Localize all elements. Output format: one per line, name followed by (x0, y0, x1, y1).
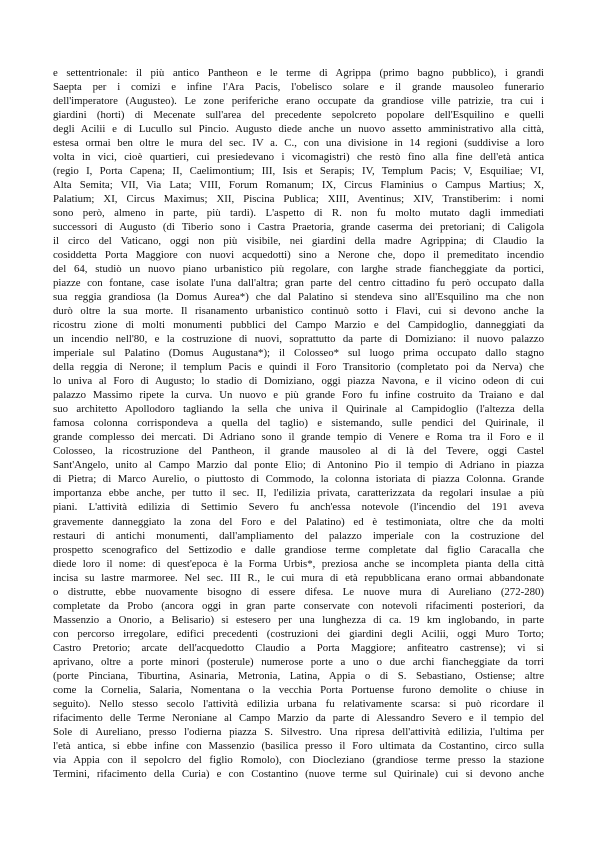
text-line: gravemente danneggiato la zona del Foro e del Palatino) ed è testimoniata, oltre che da molti (53, 515, 544, 528)
text-line: rifacimento delle Terme Neroniane al Campo Marzio da parte di Alessandro Severo e il tempio del (53, 711, 544, 724)
text-line: come la Cornelia, Salaria, Nomentana o la vecchia Porta Portuense furono demolite o chiuse in (53, 683, 544, 696)
text-line: famosa colonna corrispondeva a quella del taglio) e sistemando, sulle pendici del Quirinale, il (53, 417, 544, 430)
text-line: incisa su lastre marmoree. Nel sec. III R., le cui mura di età repubblicana erano ormai abbandonate (53, 571, 544, 584)
text-line: dell'imperatore (Augusteo). Le zone periferiche erano occupate da grandiose ville patrizie, tra cui i (53, 95, 544, 108)
text-line: cosiddetta Porta Maggiore con nuovi acquedotti) sino a Nerone che, dopo il premeditato incendio (53, 249, 544, 262)
text-line: l'età antica, si ebbe infine con Massenzio (basilica presso il Foro ultimata da Costantino, circo sulla (53, 739, 544, 752)
text-line: estesa ormai ben oltre le mura del sec. IV a. C., con una divisione in 14 regioni (suddivise a loro (53, 137, 544, 150)
text-line: seguito). Nello stesso secolo l'attività edilizia urbana fu relativamente scarsa: si può ricordare il (53, 697, 544, 710)
text-line: grande complesso dei mercati. Di Adriano sono il grande tempio di Venere e Roma tra il Foro e il (53, 431, 544, 444)
text-line: del 64, studiò un nuovo piano urbanistico più regolare, con larghe strade fiancheggiate da portici, (53, 263, 544, 276)
text-line: ricostru zione di molti monumenti pubblici del Campo Marzio e del Campidoglio, danneggiati da (53, 319, 544, 332)
text-line: palazzo Massimo ripete la curva. Un nuovo e più grande Foro fu infine costruito da Traiano e dal (53, 389, 544, 402)
text-line: Palatium; XI, Circus Maximus; XII, Piscina Publica; XIII, Aventinus; XIV, Transtiberim: i nomi (53, 193, 544, 206)
text-line: Sole di Aureliano, presso l'odierna piazza S. Silvestro. Una ripresa dell'attività edilizia, l'ultima per (53, 725, 544, 738)
text-line: Termini, rifacimento della Curia) e con Costantino (nuove terme sul Quirinale) cui si devono anche (53, 767, 544, 780)
text-line: Castro Pretorio; arcate dell'acquedotto Claudio a Porta Maggiore; anfiteatro castrense); vi si (53, 641, 544, 654)
text-line: importanza ebbe anche, per tutto il sec. II, l'edilizia privata, caratterizzata da regolari insulae a più (53, 487, 544, 500)
text-line: il circo del Vaticano, oggi non più visibile, nei giardini della madre Agrippina; di Claudio la (53, 235, 544, 248)
text-line: con percorso irregolare, edifici precedenti (costruzioni dei giardini degli Acilii, oggi Muro Torto; (53, 627, 544, 640)
text-line: Massenzio a Onorio, a Belisario) si estesero per una lunghezza di ca. 19 km inglobando, in parte (53, 613, 544, 626)
text-line: prospetto scenografico del Settizodio e dalle grandiose terme completate dal figlio Caracalla che (53, 543, 544, 556)
text-line: della reggia di Nerone; il templum Pacis e quindi il Foro Transitorio (completato poi da Nerva) che (53, 361, 544, 374)
text-line: Colosseo, la ricostruzione del Pantheon, il grande mausoleo al di là del Tevere, oggi Castel (53, 445, 544, 458)
text-line: imperiale sul Palatino (Domus Augustana*); il Colosseo* sul luogo prima occupato dallo stagno (53, 347, 544, 360)
text-line: restauri di antichi monumenti, dall'ampliamento del palazzo imperiale con la costruzione del (53, 529, 544, 542)
document-body (53, 66, 544, 795)
text-line: Alta Semita; VII, Via Lata; VIII, Forum Romanum; IX, Circus Flaminius o Campus Martius; X, (53, 179, 544, 192)
text-line: degli Acilii e di Lucullo sul Pincio. Augusto diede anche un nuovo assetto amministrativo alla città, (53, 123, 544, 136)
text-line: piani. L'attività edilizia di Settimio Severo fu anch'essa notevole (l'incendio del 191 aveva (53, 501, 544, 514)
text-line: diede loro il nome: di quest'epoca è la Forma Urbis*, preziosa anche se incompleta pianta della città (53, 557, 544, 570)
text-line: Sant'Angelo, unito al Campo Marzio dal ponte Elio; di Antonino Pio il tempio di Adriano in piazza (53, 459, 544, 472)
text-line: volta in vici, cioè quartieri, cui presiedevano i vicomagistri) che restò fino alla fine dell'età antica (53, 151, 544, 164)
text-line: e settentrionale: il più antico Pantheon e le terme di Agrippa (primo bagno pubblico), i grandi (53, 67, 544, 79)
text-line: Saepta per i comizi e infine l'Ara Pacis, l'obelisco solare e il grande mausoleo funerario (53, 81, 544, 94)
text-line: o distrutte, ebbe nuovamente bisogno di essere difesa. Le nuove mura di Aureliano (272-280) (53, 585, 544, 598)
text-line: giardini (horti) di Mecenate sull'area del precedente sepolcreto popolare dell'Esquilino e quelli (53, 109, 544, 122)
text-line (53, 781, 544, 795)
text-line: via Appia con il sepolcro del figlio Romolo), con Diocleziano (grandiose terme presso la stazione (53, 753, 544, 766)
text-line: piazze con fontane, case isolate l'una dall'altra; gran parte del centro cittadino fu però occupato dalla (53, 277, 544, 290)
text-line: (porte Pinciana, Tiburtina, Asinaria, Metronia, Latina, Appia o di S. Sebastiano, Ostiense; altre (53, 669, 544, 682)
text-line: suo architetto Apollodoro tagliando la sella che univa il Quirinale al Campidoglio (l'altezza della (53, 403, 544, 416)
text-line: successori di Augusto (di Tiberio sono i Castra Praetoria, grande caserma dei pretoriani; di Caligola (53, 221, 544, 234)
text-line: (regio I, Porta Capena; II, Caelimontium; III, Isis et Serapis; IV, Templum Pacis; V, Esquiliae; VI, (53, 165, 544, 178)
text-line: completate da Probo (ancora oggi in gran parte conservate con notevoli rifacimenti posteriori, da (53, 599, 544, 612)
text-line: un incendio nell'80, e la costruzione di nuovi, soprattutto da parte di Domiziano: il nuovo palazzo (53, 333, 544, 346)
text-line: sua reggia grandiosa (la Domus Aurea*) che dal Palatino si stendeva sino all'Esquilino ma che non (53, 291, 544, 304)
text-line: lo univa al Foro di Augusto; lo stadio di Domiziano, oggi piazza Navona, e il vicino odeon di cui (53, 375, 544, 388)
text-line: sono però, almeno in parte, più tardi). L'aspetto di R. non fu molto mutato dagli immediati (53, 207, 544, 220)
text-line: durò oltre la sua morte. Il risanamento urbanistico continuò sotto i Flavi, cui si devono anche la (53, 305, 544, 318)
text-line: aprivano, oltre a porte minori (posterule) numerose porte a uno o due archi fiancheggiate da torri (53, 655, 544, 668)
text-line: di Pietra; di Marco Aurelio, o piuttosto di Commodo, la colonna istoriata di piazza Colonna. Grande (53, 473, 544, 486)
